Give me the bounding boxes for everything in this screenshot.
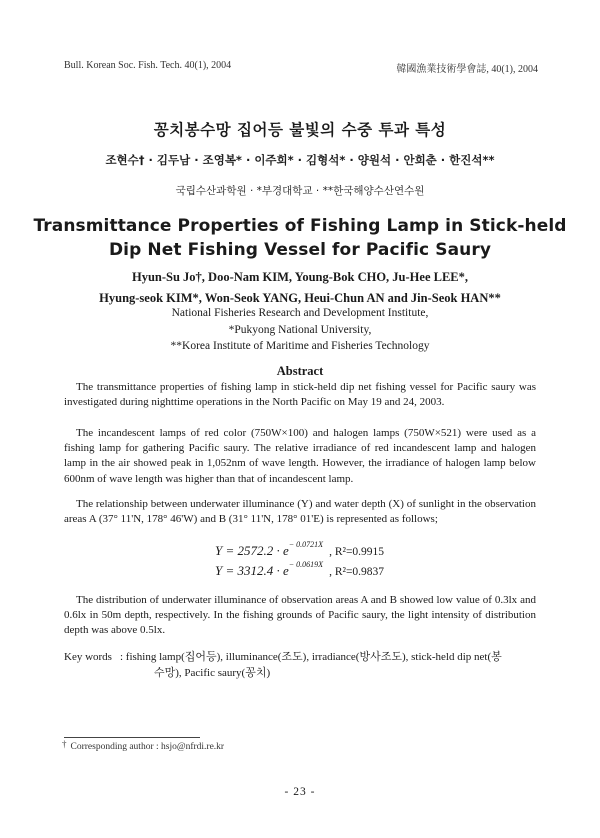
equation-1-exponent: − 0.0721X (288, 540, 324, 549)
equation-2-exponent: − 0.0619X (288, 560, 324, 569)
korean-title: 꽁치봉수망 집어등 불빛의 수중 투과 특성 (153, 121, 447, 139)
equation-2 (215, 560, 385, 579)
abstract-paragraph-2: The incandescent lamps of red color (750W×100) and halogen lamps (750W×521) were used as a fishing lamp for gathering Pacific saury. The relative irradiance of red incandescent lamp and halogen lamp in the air showed peak in 1,052nm of wave length. However, the irradiance of halogen lamp below 600nm of wave length was higher than that of incandescent lamp. (64, 427, 536, 485)
english-authors-line1: Hyun-Su Jo†, Doo-Nam KIM, Young-Bok CHO, Ju-Hee LEE*, (131, 270, 469, 284)
korean-authors: 조현수† · 김두남 · 조영복* · 이주희* · 김형석* · 양원석 · 안희춘 · 한진석** (105, 153, 495, 167)
equation-1-r2: , R²=0.9915 (329, 546, 385, 558)
affiliation-3: **Korea Institute of Maritime and Fisheries Technology (170, 340, 430, 352)
equation-2-lhs: Y = 3312.4 · e (215, 563, 289, 578)
english-title-line1: Transmittance Properties of Fishing Lamp in Stick-held (33, 216, 567, 236)
abstract-paragraph-4: The distribution of underwater illuminance of observation areas A and B showed low value of 0.3lx and 0.6lx in 50m depth, respectively. In the fishing grounds of Pacific saury, the light intensity of distribution depth was above 0.5lx. (64, 594, 536, 637)
korean-affiliations: 국립수산과학원 · *부경대학교 · **한국해양수산연수원 (175, 185, 425, 197)
footnote-rule (64, 737, 200, 738)
abstract-heading: Abstract (276, 364, 324, 378)
footnote-text: Corresponding author : hsjo@nfrdi.re.kr (70, 742, 225, 752)
journal-header-right: 韓國漁業技術學會誌, 40(1), 2004 (396, 64, 538, 75)
keywords-text-1: : fishing lamp(집어등), illuminance(조도), irradiance(방사조도), stick-held dip net(봉 (120, 651, 502, 663)
equation-1-lhs: Y = 2572.2 · e (215, 543, 289, 558)
equation-1 (215, 540, 385, 559)
affiliation-1: National Fisheries Research and Development Institute, (171, 307, 429, 319)
keywords (64, 650, 540, 681)
keywords-label: Key words (64, 651, 112, 663)
equation-2-r2: , R²=0.9837 (329, 566, 385, 578)
english-title-line2: Dip Net Fishing Vessel for Pacific Saury (108, 240, 492, 260)
english-authors-line2: Hyung-seok KIM*, Won-Seok YANG, Heui-Chun AN and Jin-Seok HAN** (99, 291, 501, 305)
abstract-paragraph-1: The transmittance properties of fishing lamp in stick-held dip net fishing vessel for Pacific saury was investigated during nighttime operations in the North Pacific on May 19 and 24, 2003. (64, 381, 536, 409)
journal-header-left: Bull. Korean Soc. Fish. Tech. 40(1), 2004 (64, 60, 232, 71)
english-title (0, 214, 600, 262)
keywords-text-2: 수망), Pacific saury(꽁치) (154, 666, 271, 679)
english-authors (0, 267, 600, 309)
footnote (62, 739, 225, 752)
footnote-mark: † (62, 739, 67, 749)
abstract-paragraph-3: The relationship between underwater illuminance (Y) and water depth (X) of sunlight in the observation areas A (37° 11'N, 178° 46'W) and B (31° 11'N, 178° 01'E) is represented as follows; (64, 498, 536, 526)
english-affiliations (0, 305, 600, 355)
affiliation-2: *Pukyong National University, (228, 323, 372, 336)
page-number: - 23 - (284, 786, 316, 798)
